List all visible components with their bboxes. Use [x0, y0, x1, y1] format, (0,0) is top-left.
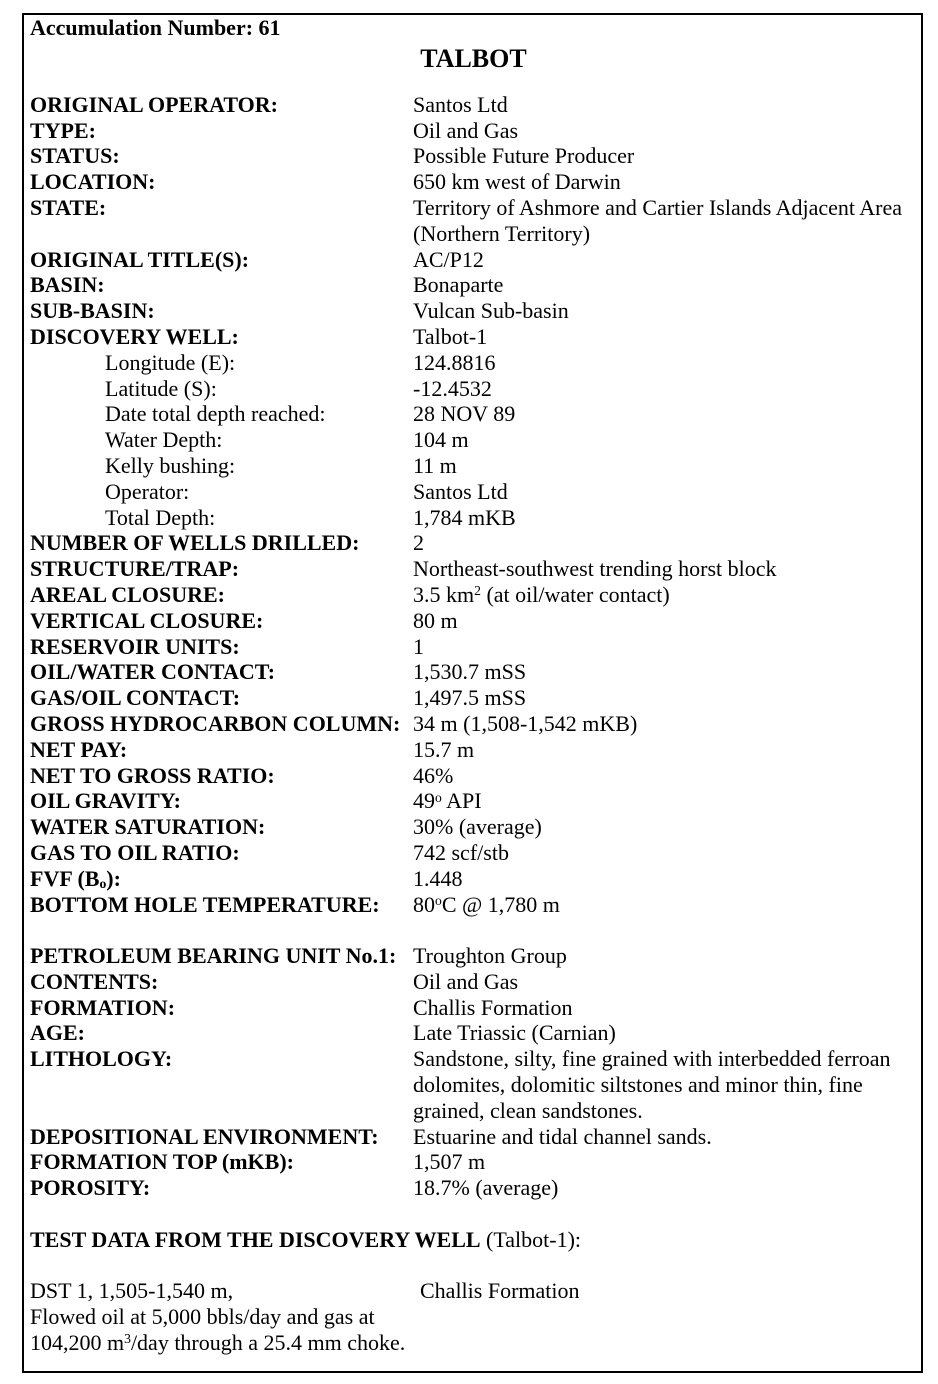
field-value: 1: [413, 633, 424, 659]
test-data-heading-well: (Talbot-1):: [480, 1226, 582, 1252]
field-row: [30, 634, 917, 660]
field-label: SUB-BASIN:: [30, 298, 155, 324]
field-value: Santos Ltd: [413, 91, 508, 117]
field-value: Challis Formation: [413, 994, 573, 1020]
field-label: GROSS HYDROCARBON COLUMN:: [30, 710, 401, 736]
field-row: [30, 582, 917, 608]
field-value: 18.7% (average): [413, 1175, 559, 1201]
section-gap: [30, 1253, 917, 1279]
field-label: VERTICAL CLOSURE:: [30, 607, 264, 633]
field-label: RESERVOIR UNITS:: [30, 633, 240, 659]
field-label: Water Depth:: [105, 427, 223, 453]
field-label: POROSITY:: [30, 1175, 151, 1201]
field-label: Longitude (E):: [105, 349, 236, 375]
field-label: Date total depth reached:: [105, 401, 326, 427]
field-row: [30, 453, 917, 479]
field-label: ORIGINAL OPERATOR:: [30, 91, 278, 117]
field-value: Talbot-1: [413, 323, 488, 349]
field-label: Latitude (S):: [105, 375, 217, 401]
field-label: ORIGINAL TITLE(S):: [30, 246, 250, 272]
field-label: PETROLEUM BEARING UNIT No.1:: [30, 943, 397, 969]
field-row: [30, 530, 917, 556]
accumulation-number: Accumulation Number: 61: [30, 15, 281, 40]
section-gap: [30, 1201, 917, 1227]
field-value: 742 scf/stb: [413, 839, 509, 865]
field-row: [30, 995, 917, 1021]
field-label: LOCATION:: [30, 169, 156, 195]
field-row: [30, 401, 917, 427]
field-label: BOTTOM HOLE TEMPERATURE:: [30, 891, 380, 917]
field-value: Bonaparte: [413, 272, 504, 298]
field-label: BASIN:: [30, 272, 105, 298]
test-entry-row: [30, 1278, 917, 1355]
field-row: [30, 814, 917, 840]
field-row: [30, 737, 917, 763]
field-value: Possible Future Producer: [413, 143, 635, 169]
field-row: [30, 427, 917, 453]
field-value: 3.5 $km^2$ (at oil/water contact): [413, 581, 670, 607]
field-label: NUMBER OF WELLS DRILLED:: [30, 530, 360, 556]
field-label: TYPE:: [30, 117, 96, 143]
field-value: 46%: [413, 762, 454, 788]
field-row: [30, 763, 917, 789]
field-value: Sandstone, silty, fine grained with interbedded ferroan dolomites, dolomitic siltstones and minor thin, fine grained, clean sandstones.: [413, 1046, 891, 1123]
field-row: [30, 92, 917, 118]
field-row: [30, 143, 917, 169]
field-label: NET PAY:: [30, 736, 128, 762]
field-value: 1.448: [413, 865, 463, 891]
field-row: [30, 1046, 917, 1123]
field-label: OIL GRAVITY:: [30, 788, 182, 814]
field-value: Northeast-southwest trending horst block: [413, 556, 777, 582]
field-value: 11 m: [413, 452, 457, 478]
field-value: 28 NOV 89: [413, 401, 516, 427]
test-data-heading: [30, 1227, 917, 1253]
field-value: -12.4532: [413, 375, 492, 401]
field-value: 104 m: [413, 427, 469, 453]
field-row: [30, 608, 917, 634]
field-row: [30, 324, 917, 350]
field-value: Troughton Group: [413, 943, 567, 969]
field-value: 124.8816: [413, 349, 496, 375]
field-row: [30, 892, 917, 918]
field-value: 2: [413, 530, 424, 556]
field-label: Kelly bushing:: [105, 452, 236, 478]
field-label: GAS/OIL CONTACT:: [30, 685, 241, 711]
field-row: [30, 659, 917, 685]
field-value: AC/P12: [413, 246, 484, 272]
field-value: 1,784 mKB: [413, 504, 516, 530]
field-row: [30, 505, 917, 531]
field-label: LITHOLOGY:: [30, 1046, 173, 1072]
field-value: Territory of Ashmore and Cartier Islands Adjacent Area (Northern Territory): [413, 194, 903, 246]
field-row: [30, 866, 917, 892]
field-row: [30, 376, 917, 402]
field-row: [30, 711, 917, 737]
field-label: WATER SATURATION:: [30, 814, 266, 840]
field-row: [30, 169, 917, 195]
field-row: [30, 1175, 917, 1201]
field-row: [30, 118, 917, 144]
field-label: STATUS:: [30, 143, 120, 169]
field-label: OIL/WATER CONTACT:: [30, 659, 276, 685]
field-label: DEPOSITIONAL ENVIRONMENT:: [30, 1123, 379, 1149]
field-value: 1,530.7 mSS: [413, 659, 527, 685]
field-label: NET TO GROSS RATIO:: [30, 762, 275, 788]
field-row: [30, 556, 917, 582]
field-value: Vulcan Sub-basin: [413, 298, 569, 324]
field-row: [30, 685, 917, 711]
field-row: [30, 943, 917, 969]
field-value: 80$^o$C @ 1,780 m: [413, 891, 560, 917]
field-label: STRUCTURE/TRAP:: [30, 556, 240, 582]
field-list-petroleum-unit: [30, 943, 917, 1201]
field-value: 650 km west of Darwin: [413, 169, 621, 195]
field-label: Operator:: [105, 478, 190, 504]
field-label: FVF $(B_o)$:: [30, 865, 121, 892]
field-label: GAS TO OIL RATIO:: [30, 839, 240, 865]
field-row: [30, 969, 917, 995]
field-value: 1,497.5 mSS: [413, 685, 527, 711]
test-data-heading-main: TEST DATA FROM THE DISCOVERY WELL: [30, 1226, 481, 1252]
test-formation: Challis Formation: [420, 1278, 580, 1304]
test-entry-list: [30, 1278, 917, 1355]
field-row: [30, 195, 917, 247]
field-value: 49$^o$ API: [413, 788, 482, 814]
field-row: [30, 788, 917, 814]
field-label: FORMATION:: [30, 994, 176, 1020]
field-value: 30% (average): [413, 814, 542, 840]
field-value: Oil and Gas: [413, 968, 519, 994]
field-row: [30, 272, 917, 298]
field-label: DISCOVERY WELL:: [30, 323, 239, 349]
field-row: [30, 350, 917, 376]
field-value: 1,507 m: [413, 1149, 486, 1175]
field-row: [30, 1149, 917, 1175]
field-value: Late Triassic (Carnian): [413, 1020, 616, 1046]
field-value: Santos Ltd: [413, 478, 508, 504]
field-row: [30, 479, 917, 505]
field-value: Oil and Gas: [413, 117, 519, 143]
field-value: 15.7 m: [413, 736, 475, 762]
field-label: AGE:: [30, 1020, 85, 1046]
document-border: [22, 13, 923, 1373]
field-list-main: [30, 92, 917, 918]
field-row: [30, 840, 917, 866]
field-value: 80 m: [413, 607, 458, 633]
page-title: TALBOT: [420, 43, 527, 73]
field-value: Estuarine and tidal channel sands.: [413, 1123, 712, 1149]
field-row: [30, 1124, 917, 1150]
field-label: FORMATION TOP (mKB):: [30, 1149, 294, 1175]
section-gap: [30, 917, 917, 943]
field-label: Total Depth:: [105, 504, 216, 530]
field-label: AREAL CLOSURE:: [30, 581, 225, 607]
field-row: [30, 298, 917, 324]
field-label: STATE:: [30, 194, 107, 220]
field-value: 34 m (1,508-1,542 mKB): [413, 710, 638, 736]
field-row: [30, 247, 917, 273]
test-description: DST 1, 1,505-1,540 m, Flowed oil at 5,000 bbls/day and gas at 104,200 $m^3$/day through a 25.4 mm choke.: [30, 1278, 406, 1356]
field-row: [30, 1020, 917, 1046]
field-label: CONTENTS:: [30, 968, 159, 994]
